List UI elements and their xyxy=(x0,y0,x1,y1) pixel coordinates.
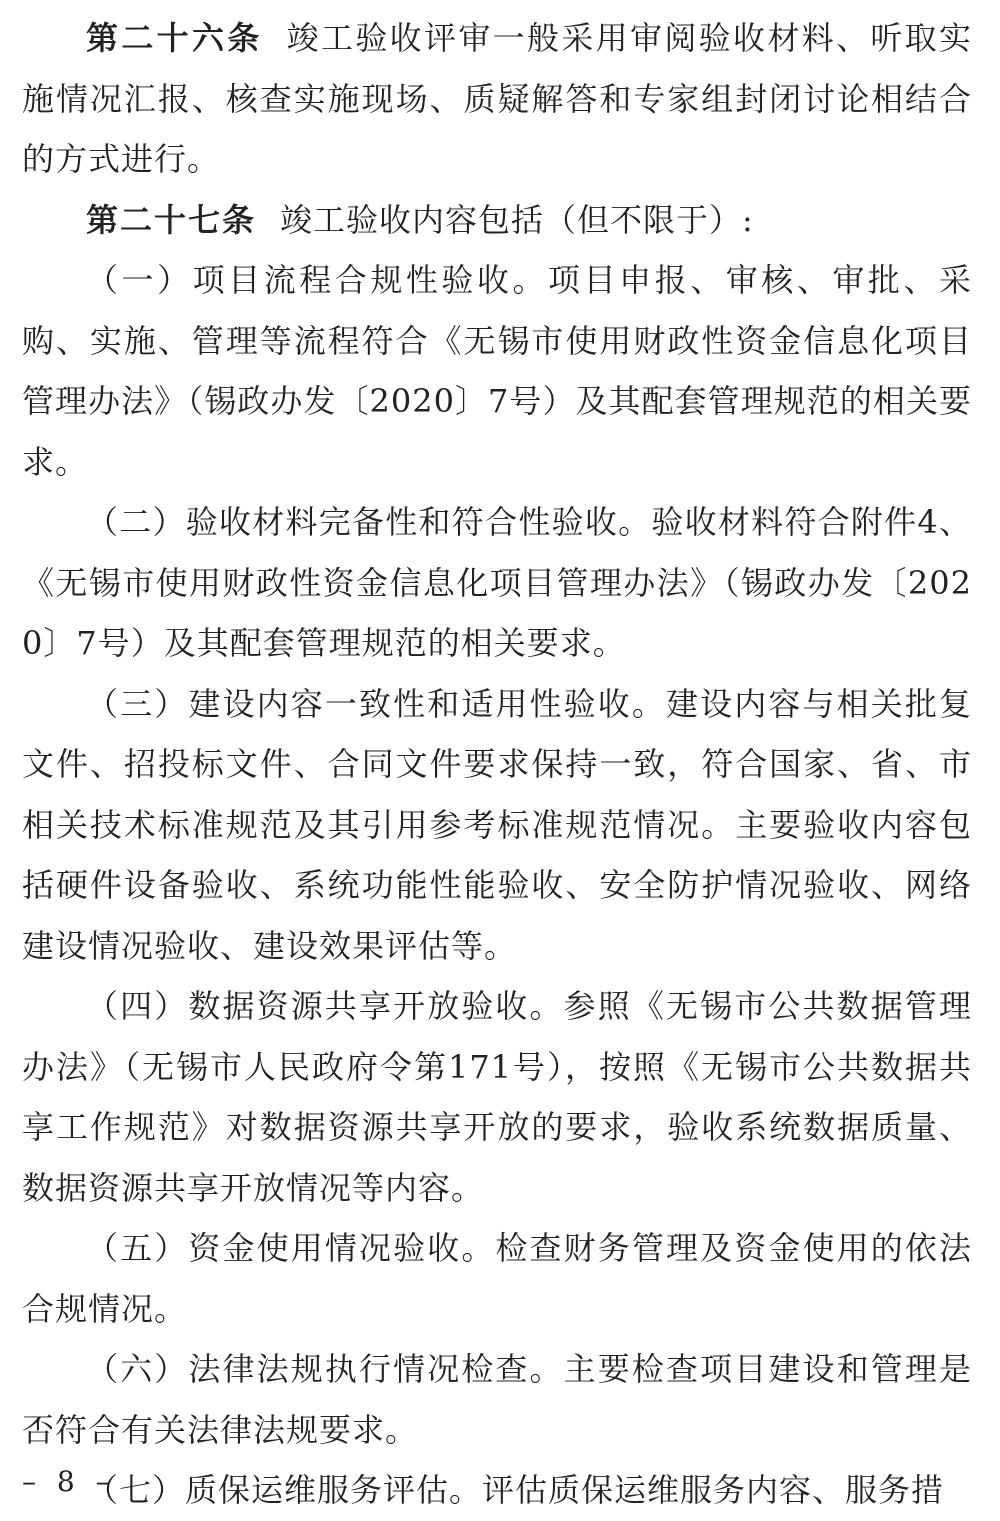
article-text: 竣工验收内容包括（但不限于）: xyxy=(280,200,754,239)
article-26 xyxy=(22,8,972,190)
list-item-3: （三）建设内容一致性和适用性验收。建设内容与相关批复文件、招投标文件、合同文件要求保持一致，符合国家、省、市相关技术标准规范及其引用参考标准规范情况。主要验收内容包括硬件设备验收、系统功能性能验收、安全防护情况验收、网络建设情况验收、建设效果评估等。 xyxy=(22,684,972,965)
page-number: – 8 – xyxy=(22,1465,116,1498)
article-label: 第二十七条 xyxy=(86,200,257,239)
article-text: 竣工验收评审一般采用审阅验收材料、听取实施情况汇报、核查实施现场、质疑解答和专家组封闭讨论相结合的方式进行。 xyxy=(22,19,972,178)
article-27 xyxy=(22,190,972,251)
list-item-2: （二）验收材料完备性和符合性验收。验收材料符合附件4、《无锡市使用财政性资金信息化项目管理办法》（锡政办发〔2020〕7号）及其配套管理规范的相关要求。 xyxy=(22,503,972,662)
list-item-1: （一）项目流程合规性验收。项目申报、审核、审批、采购、实施、管理等流程符合《无锡市使用财政性资金信息化项目管理办法》（锡政办发〔2020〕7号）及其配套管理规范的相关要求。 xyxy=(22,261,972,481)
list-item-4: （四）数据资源共享开放验收。参照《无锡市公共数据管理办法》（无锡市人民政府令第171号），按照《无锡市公共数据共享工作规范》对数据资源共享开放的要求，验收系统数据质量、数据资源共享开放情况等内容。 xyxy=(22,987,972,1207)
article-label: 第二十六条 xyxy=(86,19,263,57)
document-page xyxy=(22,0,972,1517)
list-item-6: （六）法律法规执行情况检查。主要检查项目建设和管理是否符合有关法律法规要求。 xyxy=(22,1350,972,1449)
list-item-7: （七）质保运维服务评估。评估质保运维服务内容、服务措 xyxy=(86,1471,945,1509)
list-item-5: （五）资金使用情况验收。检查财务管理及资金使用的依法合规情况。 xyxy=(22,1229,972,1328)
